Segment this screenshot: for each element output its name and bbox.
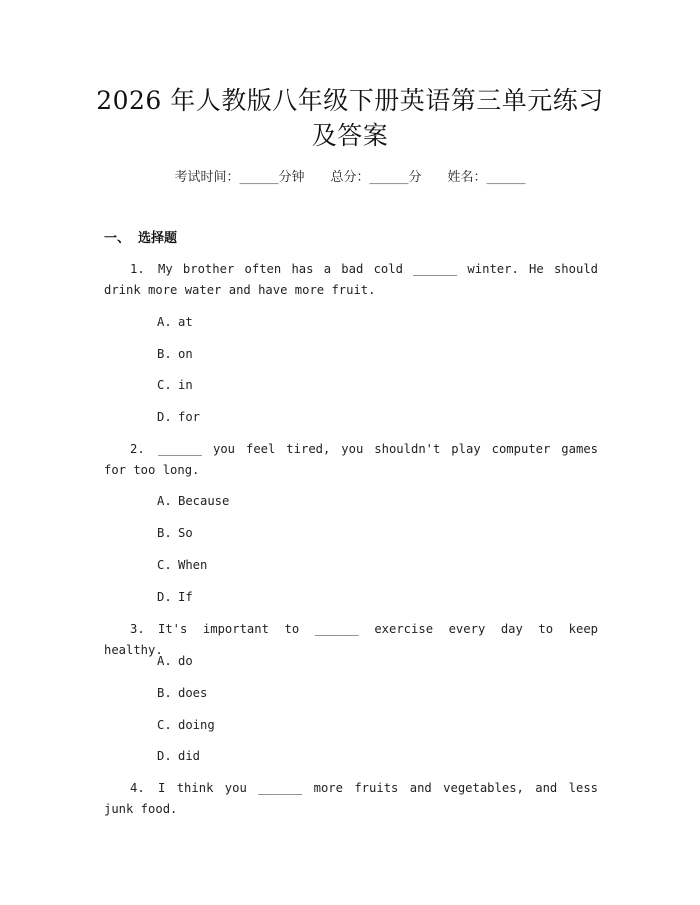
question-2	[104, 439, 598, 481]
option-letter: C.	[157, 558, 172, 572]
option-text: Because	[178, 494, 230, 508]
q2-option-b	[157, 524, 193, 542]
section-title: 选择题	[138, 231, 178, 246]
option-text: So	[178, 526, 193, 540]
option-text: do	[178, 654, 193, 668]
question-4	[104, 778, 598, 820]
option-text: doing	[178, 718, 215, 732]
option-letter: C.	[157, 718, 172, 732]
q2-option-a	[157, 492, 229, 510]
option-letter: B.	[157, 526, 172, 540]
page-title-line-1: 2026 年人教版八年级下册英语第三单元练习	[96, 86, 604, 115]
option-letter: D.	[157, 410, 172, 424]
question-text: It's important to ______ exercise every day to keep healthy.	[104, 622, 598, 657]
question-text: ______ you feel tired, you shouldn't play computer games for too long.	[104, 442, 598, 477]
option-letter: B.	[157, 686, 172, 700]
option-letter: A.	[157, 494, 172, 508]
q3-option-c	[157, 716, 215, 734]
q3-option-d	[157, 747, 200, 765]
q1-option-d	[157, 408, 200, 426]
option-text: in	[178, 378, 193, 392]
question-text: I think you ______ more fruits and vegetables, and less junk food.	[104, 781, 598, 816]
section-heading	[104, 230, 177, 248]
option-letter: C.	[157, 378, 172, 392]
option-text: When	[178, 558, 208, 572]
question-1	[104, 259, 598, 301]
q1-option-a	[157, 313, 193, 331]
q1-option-c	[157, 376, 193, 394]
exam-time-label: 考试时间：______分钟	[174, 170, 305, 185]
q3-option-b	[157, 684, 207, 702]
section-number: 一、	[104, 231, 131, 246]
q2-option-c	[157, 556, 207, 574]
question-number: 2.	[130, 442, 145, 456]
option-letter: B.	[157, 347, 172, 361]
exam-score-label: 总分：______分	[330, 170, 422, 185]
question-number: 3.	[130, 622, 145, 636]
option-text: at	[178, 315, 193, 329]
q3-option-a	[157, 652, 193, 670]
question-number: 1.	[130, 262, 145, 276]
option-text: does	[178, 686, 208, 700]
exam-info	[0, 169, 700, 187]
exam-name-label: 姓名：______	[447, 170, 526, 185]
page-title-line-2: 及答案	[311, 121, 389, 150]
option-letter: A.	[157, 654, 172, 668]
q1-option-b	[157, 345, 193, 363]
option-letter: D.	[157, 749, 172, 763]
question-text: My brother often has a bad cold ______ winter. He should drink more water and have more fruit.	[104, 262, 598, 297]
question-number: 4.	[130, 781, 145, 795]
option-text: for	[178, 410, 201, 424]
option-text: on	[178, 347, 193, 361]
option-text: If	[178, 590, 193, 604]
option-text: did	[178, 749, 201, 763]
option-letter: D.	[157, 590, 172, 604]
q2-option-d	[157, 588, 193, 606]
option-letter: A.	[157, 315, 172, 329]
